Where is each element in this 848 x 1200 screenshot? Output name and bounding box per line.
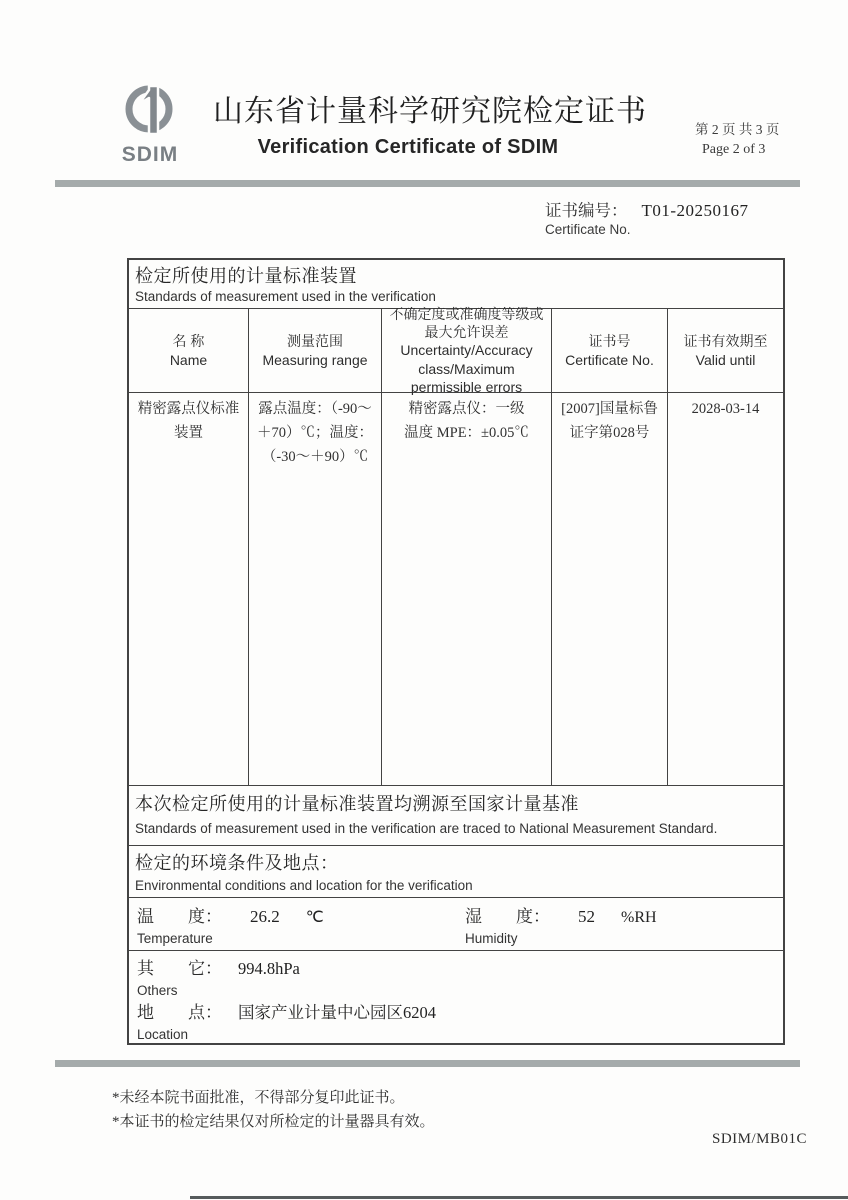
- cell-uncertainty-line1: 精密露点仪：一级: [408, 401, 525, 417]
- col-header-valid: [668, 309, 783, 392]
- col-header-uncertainty-zh: 不确定度或准确度等级或最大允许误差: [389, 306, 544, 341]
- standards-data-row: [129, 393, 783, 786]
- temp-humidity-row: [129, 898, 783, 951]
- environment-section-header: [129, 846, 783, 898]
- footer-divider-bar: [55, 1060, 800, 1067]
- location-label-zh: 地 点：: [137, 1003, 222, 1022]
- col-header-uncertainty-en: Uncertainty/Accuracy class/Maximum permissible errors: [400, 342, 533, 395]
- humidity-field: [465, 902, 657, 946]
- certificate-number-line: [545, 197, 749, 221]
- cell-range-line1: 露点温度：（-90～: [258, 401, 372, 417]
- col-header-range-zh: 测量范围: [287, 333, 343, 350]
- traceability-section: [129, 786, 783, 846]
- cell-name-line2: 装置: [174, 424, 203, 441]
- humidity-value: 52: [578, 907, 595, 926]
- sdim-logo-text: SDIM: [121, 143, 179, 166]
- location-field: [137, 998, 775, 1023]
- cell-certno: [552, 393, 668, 785]
- col-header-valid-en: Valid until: [695, 351, 756, 368]
- certificate-number-block: [545, 197, 749, 237]
- cell-valid-until-value: 2028-03-14: [691, 401, 760, 417]
- traceability-en: Standards of measurement used in the verification are traced to National Measurement Standard.: [135, 821, 718, 836]
- cell-certno-line2: 证字第028号: [569, 424, 650, 441]
- footnote-1: *未经本院书面批准，不得部分复印此证书。: [112, 1090, 405, 1106]
- cell-range-line3: （-30～＋90）℃: [261, 448, 369, 465]
- location-label-en: Location: [137, 1027, 189, 1042]
- temperature-label-zh: 温 度：: [137, 907, 222, 926]
- col-header-name: [129, 309, 249, 392]
- standards-column-headers: [129, 306, 783, 395]
- cell-valid-until: [668, 393, 783, 785]
- standards-title-en: Standards of measurement used in the verification: [135, 289, 436, 304]
- cell-range: [249, 393, 382, 785]
- standards-section-header: [129, 260, 783, 309]
- page-number-zh: 第 2 页 共 3 页: [695, 122, 780, 137]
- page-subtitle: Verification Certificate of SDIM: [257, 136, 559, 158]
- cell-certno-line1: [2007]国量标鲁: [561, 401, 658, 417]
- footnotes: [112, 1086, 435, 1134]
- temperature-field: [137, 902, 324, 946]
- col-header-name-zh: 名 称: [172, 333, 205, 350]
- col-header-uncertainty: [382, 306, 552, 395]
- col-header-certno-zh: 证书号: [588, 333, 631, 350]
- environment-title-zh: 检定的环境条件及地点：: [135, 853, 339, 873]
- col-header-certno-en: Certificate No.: [565, 351, 654, 368]
- others-label-en: Others: [137, 983, 178, 998]
- humidity-unit: %RH: [621, 909, 657, 926]
- header-divider-bar: [55, 180, 800, 187]
- others-value: 994.8hPa: [238, 959, 300, 978]
- temperature-label-en: Temperature: [137, 931, 213, 946]
- col-header-certno: [552, 309, 668, 392]
- others-location-row: [129, 951, 783, 1043]
- page-title: 山东省计量科学研究院检定证书: [213, 95, 647, 128]
- cell-uncertainty-line2: 温度 MPE：±0.05℃: [404, 424, 529, 441]
- others-field: [137, 954, 775, 979]
- location-value: 国家产业计量中心园区6204: [238, 1003, 436, 1022]
- col-header-valid-zh: 证书有效期至: [683, 333, 768, 350]
- sdim-logo: [110, 84, 190, 167]
- temperature-value: 26.2: [250, 907, 280, 926]
- traceability-zh: 本次检定所使用的计量标准装置均溯源至国家计量基准: [135, 794, 579, 814]
- scan-edge-line: [190, 1196, 848, 1199]
- col-header-range-en: Measuring range: [262, 351, 368, 368]
- standards-table: [127, 258, 785, 1045]
- environment-title-en: Environmental conditions and location for the verification: [135, 878, 473, 893]
- temperature-unit: ℃: [305, 909, 324, 926]
- humidity-label-zh: 湿 度：: [465, 907, 550, 926]
- certificate-number-value: T01-20250167: [641, 201, 749, 220]
- certificate-number-label-en: Certificate No.: [545, 222, 631, 237]
- page-number-block: [695, 121, 810, 159]
- humidity-label-en: Humidity: [465, 931, 518, 946]
- col-header-name-en: Name: [169, 351, 208, 368]
- col-header-range: [249, 309, 382, 392]
- cell-name: [129, 393, 249, 785]
- footnote-2: *本证书的检定结果仅对所检定的计量器具有效。: [112, 1114, 435, 1130]
- cell-name-line1: 精密露点仪标准: [137, 401, 240, 417]
- page-number-en: Page 2 of 3: [702, 141, 766, 157]
- sdim-emblem-icon: [124, 84, 176, 140]
- others-label-zh: 其 它：: [137, 959, 222, 978]
- cell-uncertainty: [382, 393, 552, 785]
- form-code: SDIM/MB01C: [712, 1131, 808, 1147]
- cell-range-line2: ＋70）℃；温度：: [257, 424, 373, 441]
- certificate-number-label-zh: 证书编号：: [545, 201, 628, 220]
- standards-title-zh: 检定所使用的计量标准装置: [135, 266, 357, 286]
